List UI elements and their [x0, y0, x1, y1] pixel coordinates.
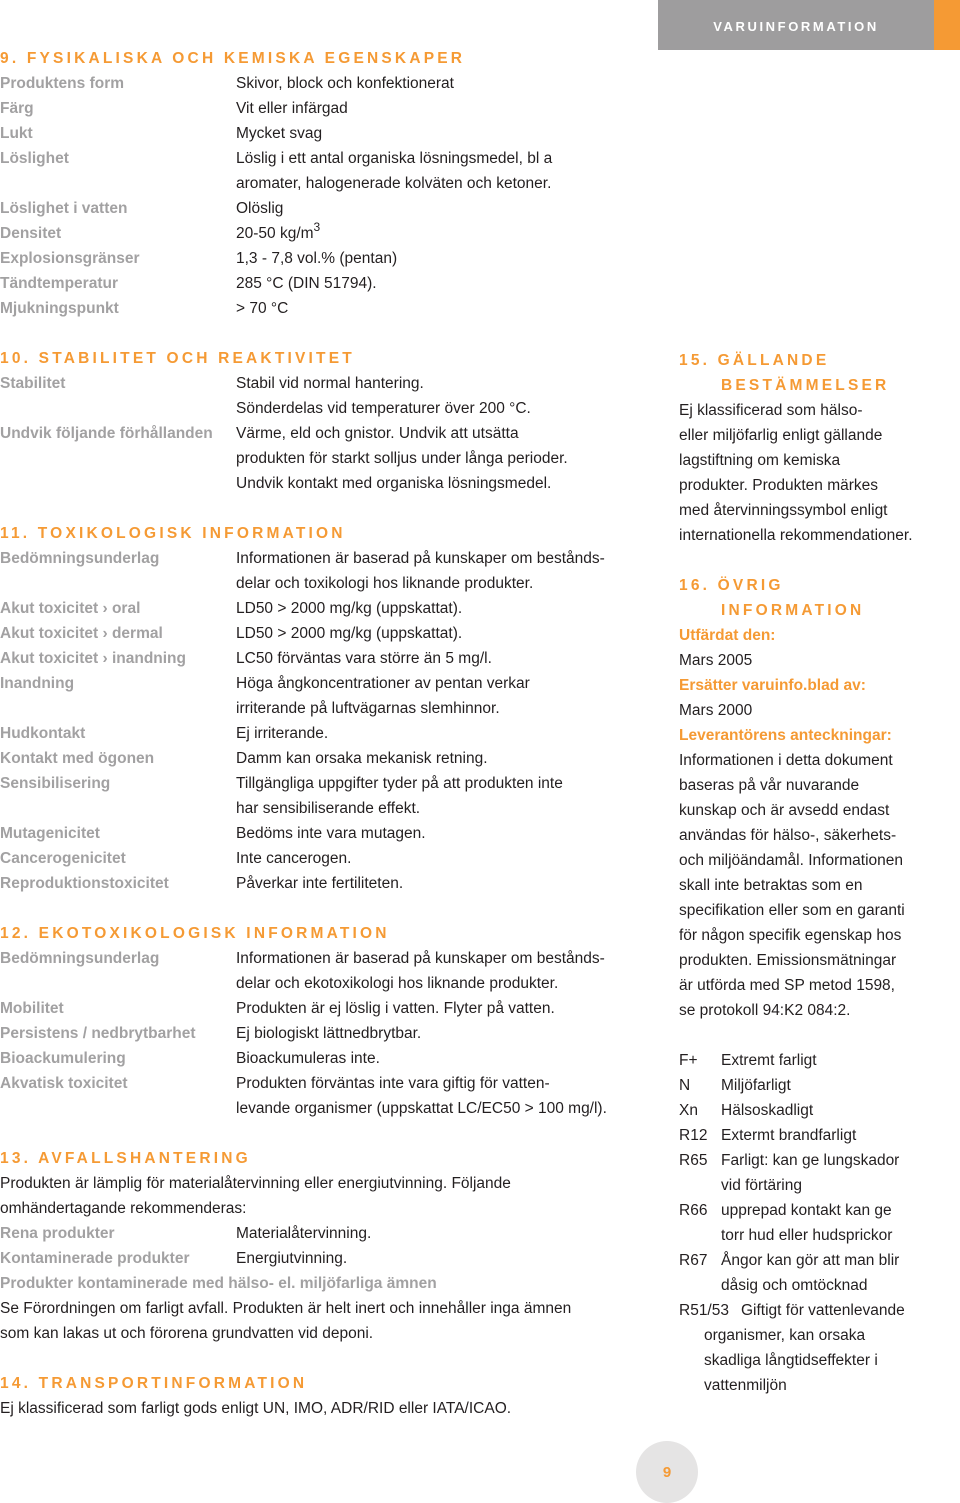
replaces-value: Mars 2000	[679, 702, 753, 719]
hazard-text-cont: dåsig och omtöcknad	[721, 1277, 868, 1294]
supplier-notes-text: är utförda med SP metod 1598,	[679, 977, 895, 994]
tox-value: Påverkar inte fertiliteten.	[236, 875, 404, 892]
tox-value: Höga ångkoncentrationer av pentan verkar	[236, 675, 530, 692]
property-value: 285 °C (DIN 51794).	[236, 275, 377, 292]
regulations-text: med återvinningssymbol enligt	[679, 502, 888, 519]
section-12-title: 12. EKOTOXIKOLOGISK INFORMATION	[0, 925, 390, 942]
supplier-notes-text: för någon specifik egenskap hos	[679, 927, 902, 944]
eco-label: Persistens / nedbrytbarhet	[0, 1025, 196, 1042]
tox-value-cont: har sensibiliserande effekt.	[236, 800, 421, 817]
regulations-text: internationella rekommendationer.	[679, 527, 913, 544]
tox-label: Akut toxicitet › oral	[0, 600, 141, 617]
supplier-notes-text: och miljöändamål. Informationen	[679, 852, 904, 869]
eco-label: Mobilitet	[0, 1000, 64, 1017]
tox-value: Bedöms inte vara mutagen.	[236, 825, 426, 842]
supplier-notes-text: baseras på vår nuvarande	[679, 777, 860, 794]
regulations-text: Ej klassificerad som hälso-	[679, 402, 863, 419]
hazard-code: F+	[679, 1052, 698, 1069]
property-value-cont: aromater, halogenerade kolväten och ketoner.	[236, 175, 552, 192]
avoid-value: Värme, eld och gnistor. Undvik att utsätta	[236, 425, 519, 442]
hazard-code: Xn	[679, 1102, 698, 1119]
eco-label: Akvatisk toxicitet	[0, 1075, 128, 1092]
supplier-notes-text: användas för hälso-, säkerhets-	[679, 827, 897, 844]
section-14-title: 14. TRANSPORTINFORMATION	[0, 1375, 308, 1392]
eco-label: Bedömningsunderlag	[0, 950, 160, 967]
eco-value-cont: levande organismer (uppskattat LC/EC50 > 100 mg/l).	[236, 1100, 607, 1117]
hazard-code: R66	[679, 1202, 708, 1219]
hazard-code: R51/53	[679, 1302, 729, 1319]
hazard-code: N	[679, 1077, 691, 1094]
eco-value: Informationen är baserad på kunskaper om bestånds-	[236, 950, 605, 967]
tox-label: Hudkontakt	[0, 725, 86, 742]
property-label: Explosionsgränser	[0, 250, 140, 267]
property-label: Löslighet i vatten	[0, 200, 128, 217]
waste-text: omhändertagande rekommenderas:	[0, 1200, 247, 1217]
eco-label: Bioackumulering	[0, 1050, 126, 1067]
hazard-text: Extremt farligt	[721, 1052, 817, 1069]
hazard-text: Hälsoskadligt	[721, 1102, 814, 1119]
property-label: Mjukningspunkt	[0, 300, 119, 317]
eco-value: Produkten förväntas inte vara giftig för vatten-	[236, 1075, 550, 1092]
hazard-text-cont: skadliga långtidseffekter i	[704, 1352, 878, 1369]
contaminated-products-value: Energiutvinning.	[236, 1250, 348, 1267]
supplier-notes-text: specifikation eller som en garanti	[679, 902, 905, 919]
stability-value-cont: Sönderdelas vid temperaturer över 200 °C.	[236, 400, 531, 417]
regulations-text: lagstiftning om kemiska	[679, 452, 841, 469]
section-13-title: 13. AVFALLSHANTERING	[0, 1150, 251, 1167]
waste-text: Se Förordningen om farligt avfall. Produkten är helt inert och innehåller inga ämnen	[0, 1300, 572, 1317]
supplier-notes-text: kunskap och är avsedd endast	[679, 802, 890, 819]
transport-text: Ej klassificerad som farligt gods enligt UN, IMO, ADR/RID eller IATA/ICAO.	[0, 1400, 512, 1417]
avoid-value-cont: Undvik kontakt med organiska lösningsmedel.	[236, 475, 552, 492]
property-value: Skivor, block och konfektionerat	[236, 75, 454, 92]
property-value: Vit eller infärgad	[236, 100, 348, 117]
replaces-label: Ersätter varuinfo.blad av:	[679, 677, 866, 694]
eco-value: Produkten är ej löslig i vatten. Flyter på vatten.	[236, 1000, 555, 1017]
supplier-notes-text: skall inte betraktas som en	[679, 877, 863, 894]
tox-value-cont: irriterande på luftvägarnas slemhinnor.	[236, 700, 500, 717]
tox-value: LC50 förväntas vara större än 5 mg/l.	[236, 650, 492, 667]
tox-label: Sensibilisering	[0, 775, 111, 792]
property-label: Densitet	[0, 225, 62, 242]
hazard-text: Farligt: kan ge lungskador	[721, 1152, 900, 1169]
superscript: 3	[313, 220, 321, 234]
property-label: Produktens form	[0, 75, 125, 92]
waste-text: som kan lakas ut och förorena grundvatten vid deponi.	[0, 1325, 374, 1342]
eco-value-cont: delar och ekotoxikologi hos liknande produkter.	[236, 975, 559, 992]
tox-label: Mutagenicitet	[0, 825, 100, 842]
section-16-title-cont: INFORMATION	[721, 602, 865, 619]
hazard-code: R12	[679, 1127, 708, 1144]
tox-label: Akut toxicitet › dermal	[0, 625, 163, 642]
regulations-text: produkter. Produkten märkes	[679, 477, 879, 494]
clean-products-value: Materialåtervinning.	[236, 1225, 372, 1242]
tox-value: Informationen är baserad på kunskaper om bestånds-	[236, 550, 605, 567]
clean-products-label: Rena produkter	[0, 1225, 115, 1242]
section-16-title: 16. ÖVRIG	[679, 577, 784, 594]
contaminated-products-label: Kontaminerade produkter	[0, 1250, 190, 1267]
hazard-text-cont: vattenmiljön	[704, 1377, 787, 1394]
hazard-text-cont: torr hud eller hudsprickor	[721, 1227, 893, 1244]
section-11-title: 11. TOXIKOLOGISK INFORMATION	[0, 525, 346, 542]
issued-label: Utfärdat den:	[679, 627, 776, 644]
property-label: Lukt	[0, 125, 33, 142]
hazard-code: R67	[679, 1252, 708, 1269]
header-title: VARUINFORMATION	[713, 19, 879, 34]
stability-label: Stabilitet	[0, 375, 66, 392]
tox-label: Akut toxicitet › inandning	[0, 650, 186, 667]
hazard-text: Giftigt för vattenlevande	[741, 1302, 905, 1319]
regulations-text: eller miljöfarlig enligt gällande	[679, 427, 883, 444]
hazard-text-cont: organismer, kan orsaka	[704, 1327, 866, 1344]
property-value: Mycket svag	[236, 125, 323, 142]
tox-label: Kontakt med ögonen	[0, 750, 155, 767]
hazardous-products-label: Produkter kontaminerade med hälso- el. miljöfarliga ämnen	[0, 1275, 437, 1292]
eco-value: Bioackumuleras inte.	[236, 1050, 380, 1067]
tox-label: Bedömningsunderlag	[0, 550, 160, 567]
issued-value: Mars 2005	[679, 652, 753, 669]
tox-value: Inte cancerogen.	[236, 850, 352, 867]
hazard-code: R65	[679, 1152, 708, 1169]
property-value: > 70 °C	[236, 300, 289, 317]
page-number: 9	[662, 1464, 672, 1481]
supplier-notes-text: Informationen i detta dokument	[679, 752, 893, 769]
tox-value: Tillgängliga uppgifter tyder på att produkten inte	[236, 775, 563, 792]
eco-value: Ej biologiskt lättnedbrytbar.	[236, 1025, 422, 1042]
supplier-notes-label: Leverantörens anteckningar:	[679, 727, 892, 744]
property-label: Färg	[0, 100, 34, 117]
property-label: Löslighet	[0, 150, 69, 167]
tox-value: Ej irriterande.	[236, 725, 329, 742]
stability-value: Stabil vid normal hantering.	[236, 375, 424, 392]
property-value: 20-50 $kg/m^3$	[236, 220, 321, 242]
hazard-text: Ångor kan gör att man blir	[721, 1252, 900, 1269]
property-value: 1,3 - 7,8 vol.% (pentan)	[236, 250, 398, 267]
tox-value: LD50 > 2000 mg/kg (uppskattat).	[236, 625, 463, 642]
section-10-title: 10. STABILITET OCH REAKTIVITET	[0, 350, 355, 367]
property-label: Tändtemperatur	[0, 275, 118, 292]
tox-label: Cancerogenicitet	[0, 850, 126, 867]
tox-value-cont: delar och toxikologi hos liknande produkter.	[236, 575, 534, 592]
supplier-notes-text: se protokoll 94:K2 084:2.	[679, 1002, 851, 1019]
section-15-title-cont: BESTÄMMELSER	[721, 377, 890, 394]
hazard-text-cont: vid förtäring	[721, 1177, 802, 1194]
tox-label: Reproduktionstoxicitet	[0, 875, 169, 892]
section-9-title: 9. FYSIKALISKA OCH KEMISKA EGENSKAPER	[0, 50, 466, 67]
page-number-badge	[636, 1441, 698, 1503]
tox-value: Damm kan orsaka mekanisk retning.	[236, 750, 488, 767]
waste-text: Produkten är lämplig för materialåtervinning eller energiutvinning. Följande	[0, 1175, 511, 1192]
tox-label: Inandning	[0, 675, 75, 692]
tox-value: LD50 > 2000 mg/kg (uppskattat).	[236, 600, 463, 617]
hazard-text: Miljöfarligt	[721, 1077, 791, 1094]
property-value: Olöslig	[236, 200, 284, 217]
section-15-title: 15. GÄLLANDE	[679, 352, 830, 369]
avoid-value-cont: produkten för starkt solljus under långa perioder.	[236, 450, 568, 467]
avoid-label: Undvik följande förhållanden	[0, 425, 213, 442]
hazard-text: upprepad kontakt kan ge	[721, 1202, 892, 1219]
header-accent	[934, 0, 960, 50]
hazard-text: Extermt brandfarligt	[721, 1127, 857, 1144]
property-value: Löslig i ett antal organiska lösningsmedel, bl a	[236, 150, 553, 167]
supplier-notes-text: produkten. Emissionsmätningar	[679, 952, 897, 969]
header-bar	[658, 0, 934, 50]
